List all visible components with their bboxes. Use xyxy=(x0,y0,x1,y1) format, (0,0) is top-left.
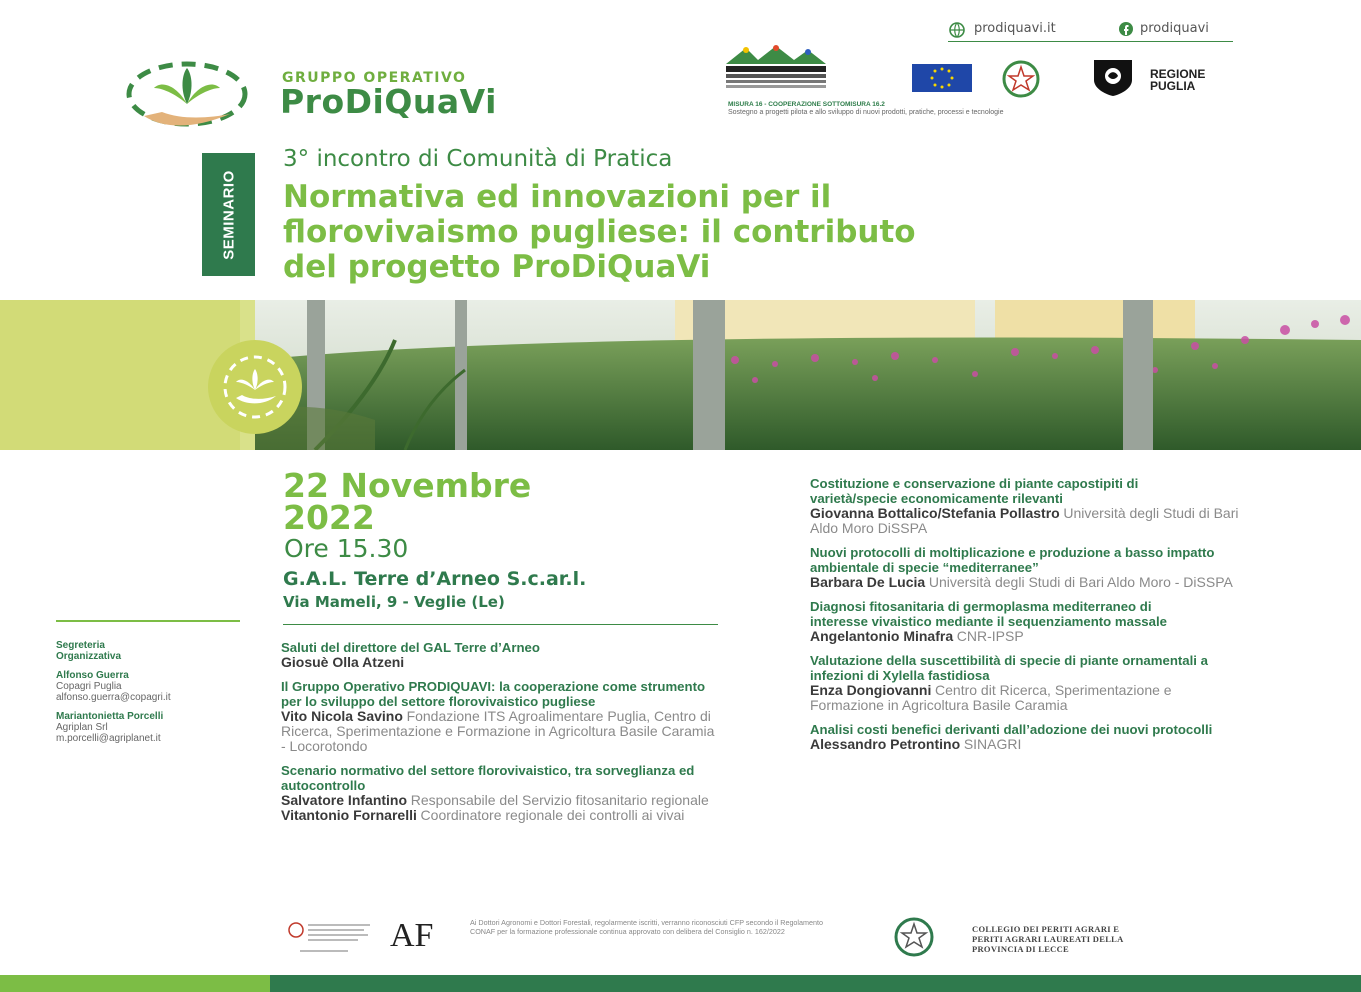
contact-email[interactable]: alfonso.guerra@copagri.it xyxy=(56,692,171,703)
svg-text:AF: AF xyxy=(390,917,434,954)
incontro-subtitle: 3° incontro di Comunità di Pratica xyxy=(283,146,673,172)
contact-email[interactable]: m.porcelli@agriplanet.it xyxy=(56,733,161,744)
event-venue: G.A.L. Terre d’Arneo S.c.ar.l. xyxy=(283,568,587,590)
republic-emblem-icon xyxy=(878,916,950,958)
prodiquavi-logo-icon xyxy=(122,58,252,134)
program-item: Il Gruppo Operativo PRODIQUAVI: la cooperazione come strumento per lo sviluppo del settore florovivaistico pugliese Vito Nicola Savino Fondazione ITS Agroalimentare Puglia, Centro di Ricerca, Sperimentazione e Formazione in Agricoltura Basile Caramia - Locorotondo xyxy=(281,679,715,754)
contact-item: Alfonso Guerra Copagri Puglia alfonso.guerra@copagri.it xyxy=(56,670,246,703)
program-item: Diagnosi fitosanitaria di germoplasma mediterraneo di interesse vivaistico mediante il sequenziamento massale Angelantonio Minafra CNR-IPSP xyxy=(810,599,1167,644)
event-time: Ore 15.30 xyxy=(284,534,409,563)
secretariat-divider xyxy=(56,620,240,622)
event-date: 22 Novembre 2022 xyxy=(283,466,532,537)
credit-note: Ai Dottori Agronomi e Dottori Forestali, regolarmente iscritti, verranno riconosciuti CFP secondo il Regolamento CONAF per la formazione professionale continua approvato con delibera del Consiglio n. 162/2022 xyxy=(470,918,824,936)
program-left-column xyxy=(281,640,721,832)
footer-bar-accent xyxy=(0,975,270,992)
seminar-title: Normativa ed innovazioni per il florovivaismo pugliese: il contributo del progetto ProDiQuaVi xyxy=(283,179,916,285)
program-item: Costituzione e conservazione di piante capostipiti di varietà/specie economicamente rilevanti Giovanna Bottalico/Stefania Pollastro Università degli Studi di Bari Aldo Moro DiSSPA xyxy=(810,476,1239,536)
contact-item: Mariantonietta Porcelli Agriplan Srl m.porcelli@agriplanet.it xyxy=(56,711,246,744)
globe-icon xyxy=(948,21,966,43)
program-item: Saluti del direttore del GAL Terre d’Arneo Giosuè Olla Atzeni xyxy=(281,640,540,670)
event-address: Via Mameli, 9 - Veglie (Le) xyxy=(283,593,505,611)
band-accent-dark xyxy=(0,300,240,450)
regione-puglia-label: REGIONE PUGLIA xyxy=(1150,67,1206,93)
social-links xyxy=(948,20,1233,42)
program-item: Analisi costi benefici derivanti dall’adozione dei nuovi protocolli Alessandro Petrontino SINAGRI xyxy=(810,722,1213,752)
psr-puglia-logo-icon xyxy=(722,44,830,96)
website-link[interactable]: prodiquavi.it xyxy=(974,21,1056,36)
measure-subtitle: Sostegno a progetti pilota e allo sviluppo di nuovi prodotti, pratiche, processi e tecnologie xyxy=(728,109,1004,116)
seminario-badge: SEMINARIO xyxy=(202,153,255,276)
italian-republic-emblem-icon xyxy=(1002,60,1040,98)
eu-flag-icon xyxy=(912,64,972,92)
program-item: Scenario normativo del settore florovivaistico, tra sorveglianza ed autocontrollo Salvatore Infantino Responsabile del Servizio fitosanitario regionale Vitantonio Fornarelli Coordinatore regionale dei controlli ai vivai xyxy=(281,763,709,823)
af-logo-icon xyxy=(386,912,446,956)
ministry-logo-icon xyxy=(286,918,376,956)
collegio-name: COLLEGIO DEI PERITI AGRARI E PERITI AGRARI LAUREATI DELLA PROVINCIA DI LECCE xyxy=(972,924,1124,954)
venue-divider xyxy=(283,624,718,625)
group-name: ProDiQuaVi xyxy=(280,82,497,121)
measure-line: MISURA 16 - COOPERAZIONE SOTTOMISURA 16.2 xyxy=(728,101,885,108)
program-right-column xyxy=(810,476,1250,761)
band-logo-circle xyxy=(208,340,302,434)
program-item: Valutazione della suscettibilità di specie di piante ornamentali a infezioni di Xylella fastidiosa Enza Dongiovanni Centro dit Ricerca, Sperimentazione e Formazione in Agricoltura Basile Caramia xyxy=(810,653,1208,713)
regione-puglia-emblem-icon xyxy=(1088,56,1138,96)
facebook-icon xyxy=(1118,21,1134,41)
facebook-link[interactable]: prodiquavi xyxy=(1140,21,1209,36)
group-label: GRUPPO OPERATIVO xyxy=(282,70,467,86)
greenhouse-photo xyxy=(255,300,1361,450)
program-item: Nuovi protocolli di moltiplicazione e produzione a basso impatto ambientale di specie “mediterranee” Barbara De Lucia Università degli Studi di Bari Aldo Moro - DiSSPA xyxy=(810,545,1233,590)
secretariat-block: Segreteria Organizzativa Alfonso Guerra Copagri Puglia alfonso.guerra@copagri.it Mariantonietta Porcelli Agriplan Srl m.porcelli@agriplanet.it xyxy=(56,640,246,752)
